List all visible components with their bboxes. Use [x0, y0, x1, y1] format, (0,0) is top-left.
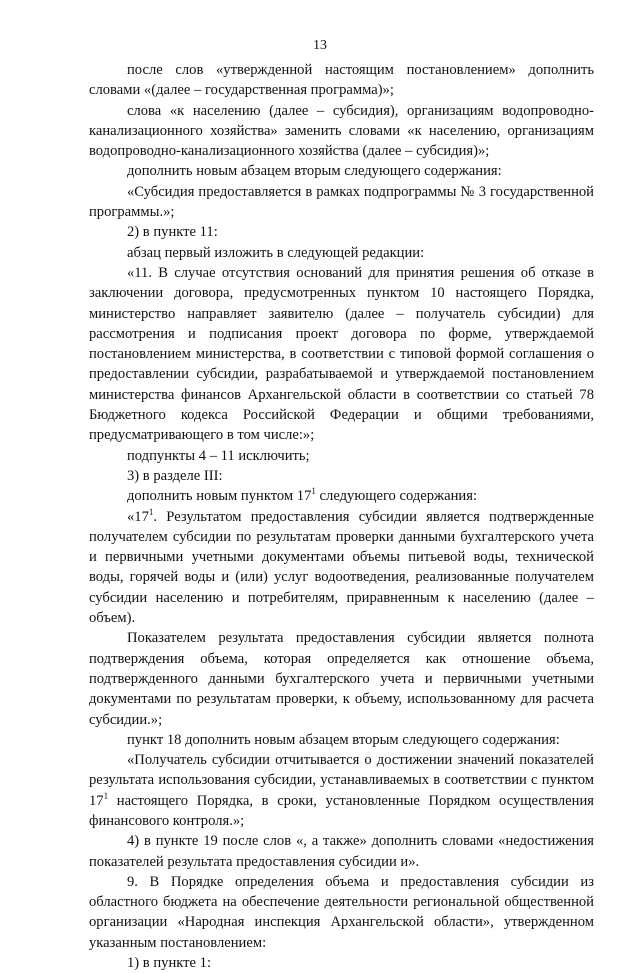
list-item-heading: 2) в пункте 11: [127, 224, 218, 241]
paragraph: дополнить новым пунктом $17^1$ следующего содержания: [127, 486, 478, 505]
page-number: 13 [313, 38, 327, 53]
paragraph: после слов «утвержденной настоящим постановлением» дополнить словами «(далее – государственная программа)»; [89, 62, 594, 99]
document-body [89, 60, 594, 973]
paragraph: «Субсидия предоставляется в рамках подпрограммы № 3 государственной программы.»; [89, 183, 594, 221]
paragraph: дополнить новым абзацем вторым следующего содержания: [127, 163, 502, 180]
paragraph: подпункты 4 – 11 исключить; [127, 447, 310, 464]
paragraph: «$17^1$. Результатом предоставления субсидии является подтвержденные получателем субсидии по результатам проверки данными бухгалтерского учета и первичными учетными документами объемы питьевой воды, технической воды, горячей воды и (или) услуг водоотведения, реализованные получателем субсидии населению и потребителям, приравненным к населению (далее – объем). [89, 506, 594, 627]
paragraph: пункт 18 дополнить новым абзацем вторым следующего содержания: [127, 731, 560, 748]
list-item-heading: 3) в разделе III: [127, 467, 223, 484]
paragraph: «Получатель субсидии отчитывается о достижении значений показателей результата использования субсидии, устанавливаемых в соответствии с пунктом $17^1$ настоящего Порядка, в сроки, установленные Порядком осуществления финансового контроля.»; [89, 752, 594, 829]
paragraph: 4) в пункте 19 после слов «, а также» дополнить словами «недостижения показателей результата предоставления субсидии и». [89, 833, 594, 870]
list-item-heading: 1) в пункте 1: [127, 955, 212, 972]
paragraph: слова «к населению (далее – субсидия), организациям водопроводно-канализационного хозяйства» заменить словами «к населению, организациям водопроводно-канализационного хозяйства (далее – субсидия)»; [89, 102, 594, 160]
paragraph: Показателем результата предоставления субсидии является полнота подтверждения объема, которая определяется как отношение объема, подтвержденного данными бухгалтерского учета и первичными учетными документами по результатам проверки, к объему, использованному для расчета субсидии.»; [89, 630, 594, 728]
paragraph: 9. В Порядке определения объема и предоставления субсидии из областного бюджета на обеспечение деятельности региональной общественной организации «Народная инспекция Архангельской области», утвержденном указанным постановлением: [89, 873, 594, 951]
paragraph: «11. В случае отсутствия оснований для принятия решения об отказе в заключении договора, предусмотренных пунктом 10 настоящего Порядка, министерство направляет заявителю (далее – получатель субсидии) для рассмотрения и подписания проект договора по форме, утверждаемой постановлением министерства, в соответствии с типовой формой соглашения о предоставлении субсидии, разрабатываемой и утверждаемой постановлением министерства финансов Архангельской области в соответствии со статьей 78 Бюджетного кодекса Российской Федерации и общими требованиями, предусматривающего в том числе:»; [89, 264, 594, 444]
paragraph: абзац первый изложить в следующей редакции: [127, 244, 425, 261]
